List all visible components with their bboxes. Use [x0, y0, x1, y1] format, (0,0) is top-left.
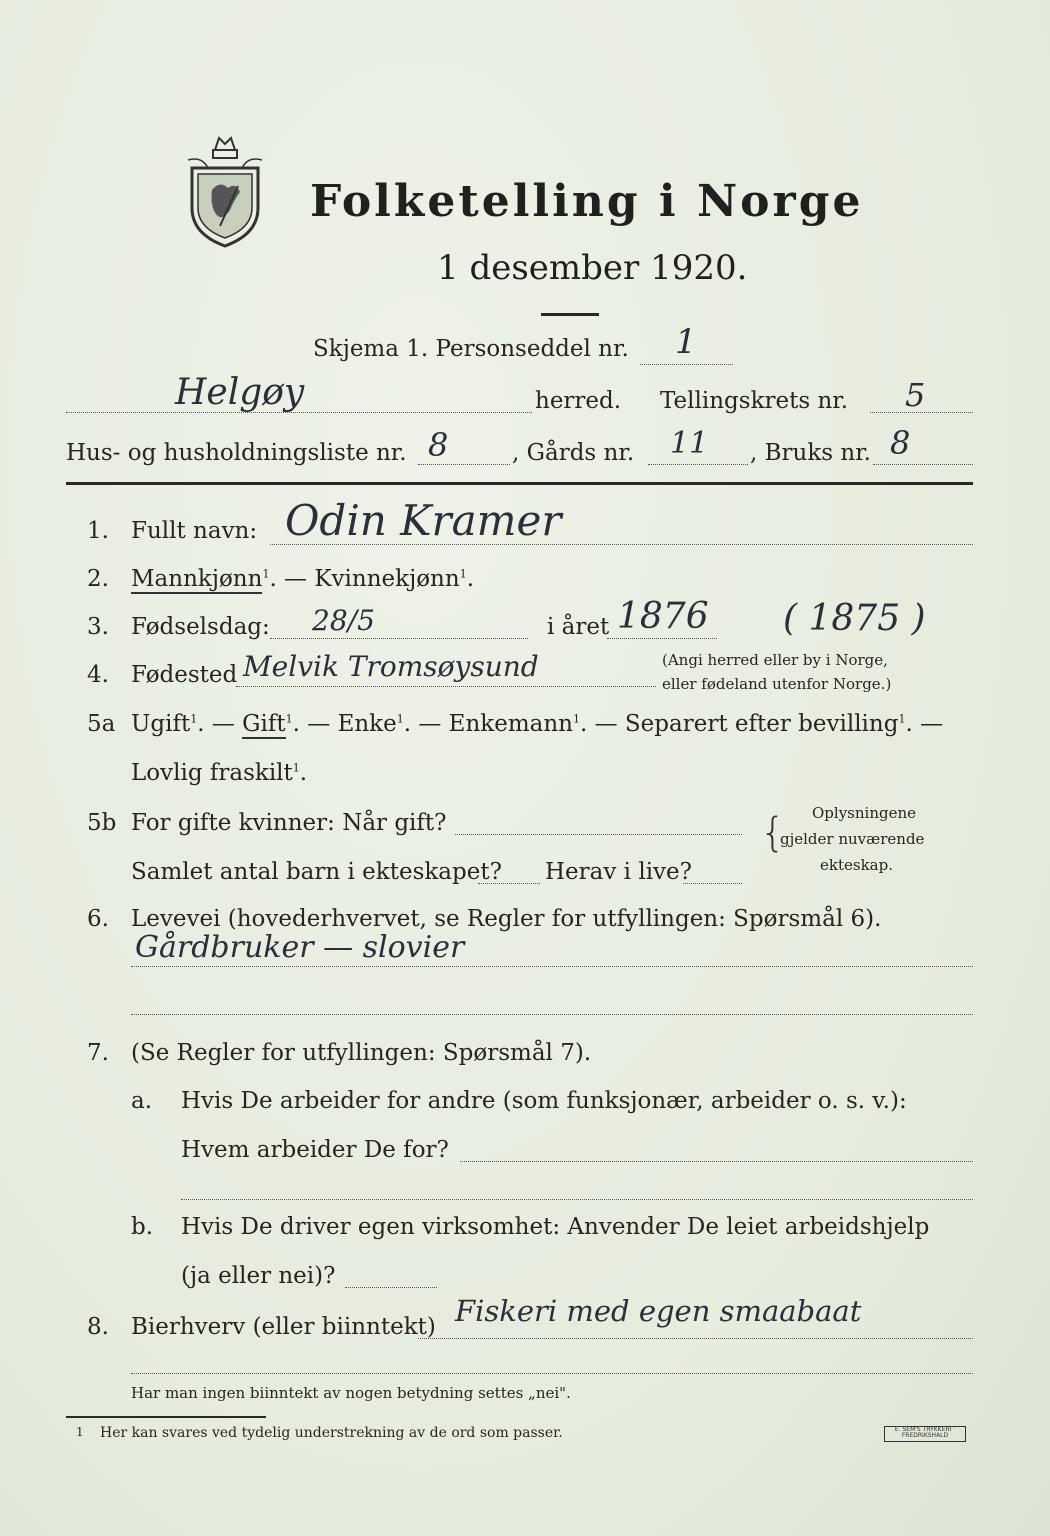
- q2-kvinne[interactable]: Kvinnekjønn: [314, 566, 460, 592]
- q7-number: 7.: [87, 1040, 109, 1066]
- q7a-number: a.: [131, 1088, 153, 1114]
- q4-value[interactable]: Melvik Tromsøysund: [243, 650, 539, 683]
- gards-label: , Gårds nr.: [512, 440, 635, 466]
- q5b-note-1: Oplysningene: [812, 804, 917, 822]
- q7a-label: Hvis De arbeider for andre (som funksjonær, arbeider o. s. v.):: [181, 1088, 907, 1114]
- form-title: Folketelling i Norge: [310, 176, 864, 227]
- q6-value[interactable]: Gårdbruker — slovier: [135, 930, 465, 965]
- footnote-text: Her kan svares ved tydelig understrekning av de ord som passer.: [100, 1425, 563, 1441]
- q5a-options: Ugift$^1$. — Gift$^1$. — Enke$^1$. — Enkemann$^1$. — Separert efter bevilling$^1$. —: [131, 711, 944, 737]
- herred-label: herred.: [535, 388, 622, 414]
- hus-line: [418, 464, 510, 465]
- q4-label: Fødested: [131, 662, 238, 688]
- q5b-label-2: Samlet antal barn i ekteskapet?: [131, 859, 502, 885]
- herred-value[interactable]: Helgøy: [175, 372, 305, 413]
- gards-line: [648, 464, 748, 465]
- q5b-number: 5b: [87, 810, 117, 836]
- title-divider: [541, 313, 599, 316]
- footnote-number: 1: [76, 1425, 84, 1439]
- footnote-rule: [66, 1416, 266, 1418]
- q5a-gift[interactable]: Gift: [242, 711, 286, 737]
- q7a-line-2: [181, 1199, 973, 1200]
- gards-value[interactable]: 11: [670, 426, 709, 461]
- footer-note: Har man ingen biinntekt av nogen betydning settes „nei".: [131, 1384, 571, 1402]
- q3-aaret-label: i året: [547, 614, 610, 640]
- q6-number: 6.: [87, 906, 109, 932]
- q5b-line-1: [455, 834, 742, 835]
- q8-line-1: [418, 1338, 973, 1339]
- skjema-value[interactable]: 1: [675, 322, 697, 362]
- q1-label: Fullt navn:: [131, 518, 258, 544]
- form-date: 1 desember 1920.: [437, 248, 748, 288]
- hus-value[interactable]: 8: [428, 426, 449, 464]
- q3-aaret-line: [607, 638, 717, 639]
- q8-label: Bierhverv (eller biinntekt): [131, 1314, 436, 1340]
- q1-number: 1.: [87, 518, 109, 544]
- q5a-lovlig-row: Lovlig fraskilt$^1$.: [131, 760, 308, 786]
- skjema-line: [640, 364, 733, 365]
- tellingskrets-label: Tellingskrets nr.: [660, 388, 849, 414]
- q4-hint-2: eller fødeland utenfor Norge.): [662, 675, 892, 693]
- q5b-line-3: [683, 883, 742, 884]
- coat-of-arms-icon: [182, 130, 268, 250]
- q2-number: 2.: [87, 566, 109, 592]
- q5a-ugift[interactable]: Ugift: [131, 711, 191, 737]
- header-rule: [66, 482, 973, 485]
- q5a-enke[interactable]: Enke: [337, 711, 397, 737]
- q2-mann[interactable]: Mannkjønn: [131, 566, 263, 592]
- q6-line-2: [131, 1014, 973, 1015]
- q5b-label-1: For gifte kvinner: Når gift?: [131, 810, 447, 836]
- q3-number: 3.: [87, 614, 109, 640]
- q5b-label-3: Herav i live?: [545, 859, 692, 885]
- q3-note: ( 1875 ): [783, 598, 926, 639]
- q5b-brace: {: [760, 810, 786, 856]
- q3-label: Fødselsdag:: [131, 614, 270, 640]
- q7b-number: b.: [131, 1214, 154, 1240]
- tellingskrets-value[interactable]: 5: [905, 376, 926, 414]
- q5a-enkemann[interactable]: Enkemann: [448, 711, 573, 737]
- q5b-line-2: [478, 883, 540, 884]
- q8-value[interactable]: Fiskeri med egen smaabaat: [455, 1294, 862, 1328]
- q6-label: Levevei (hovederhvervet, se Regler for utfyllingen: Spørsmål 6).: [131, 906, 882, 932]
- q2-options: Mannkjønn$^1$. — Kvinnekjønn$^1$.: [131, 566, 474, 592]
- q7a-label-2: Hvem arbeider De for?: [181, 1137, 449, 1163]
- printer-stamp: E. SEM'S TRYKKERI · FREDRIKSHALD: [884, 1426, 966, 1442]
- q1-value[interactable]: Odin Kramer: [285, 496, 562, 545]
- q4-line: [236, 686, 656, 687]
- q2-dash: . —: [269, 566, 315, 592]
- q5a-separert[interactable]: Separert efter bevilling: [624, 711, 899, 737]
- hus-label: Hus- og husholdningsliste nr.: [66, 440, 407, 466]
- q5b-note-2: gjelder nuværende: [780, 830, 925, 848]
- q4-number: 4.: [87, 662, 109, 688]
- q7-label: (Se Regler for utfyllingen: Spørsmål 7).: [131, 1040, 592, 1066]
- q5a-lovlig[interactable]: Lovlig fraskilt: [131, 760, 293, 786]
- q3-value[interactable]: 28/5: [312, 604, 375, 637]
- q8-line-2: [131, 1373, 973, 1374]
- q7b-label: Hvis De driver egen virksomhet: Anvender De leiet arbeidshjelp: [181, 1214, 930, 1240]
- q7b-line: [345, 1287, 437, 1288]
- q3-aaret-value[interactable]: 1876: [617, 596, 709, 637]
- bruks-value[interactable]: 8: [890, 424, 911, 462]
- q6-line-1: [131, 966, 973, 967]
- q3-line: [270, 638, 528, 639]
- bruks-label: , Bruks nr.: [750, 440, 871, 466]
- q8-number: 8.: [87, 1314, 109, 1340]
- q7a-line-1: [460, 1161, 973, 1162]
- q4-hint-1: (Angi herred eller by i Norge,: [662, 651, 888, 669]
- skjema-label: Skjema 1. Personseddel nr.: [313, 336, 629, 362]
- q5a-number: 5a: [87, 711, 116, 737]
- q2-end: .: [466, 566, 474, 592]
- q7b-label-2: (ja eller nei)?: [181, 1263, 336, 1289]
- bruks-line: [873, 464, 973, 465]
- q5b-note-3: ekteskap.: [820, 856, 893, 874]
